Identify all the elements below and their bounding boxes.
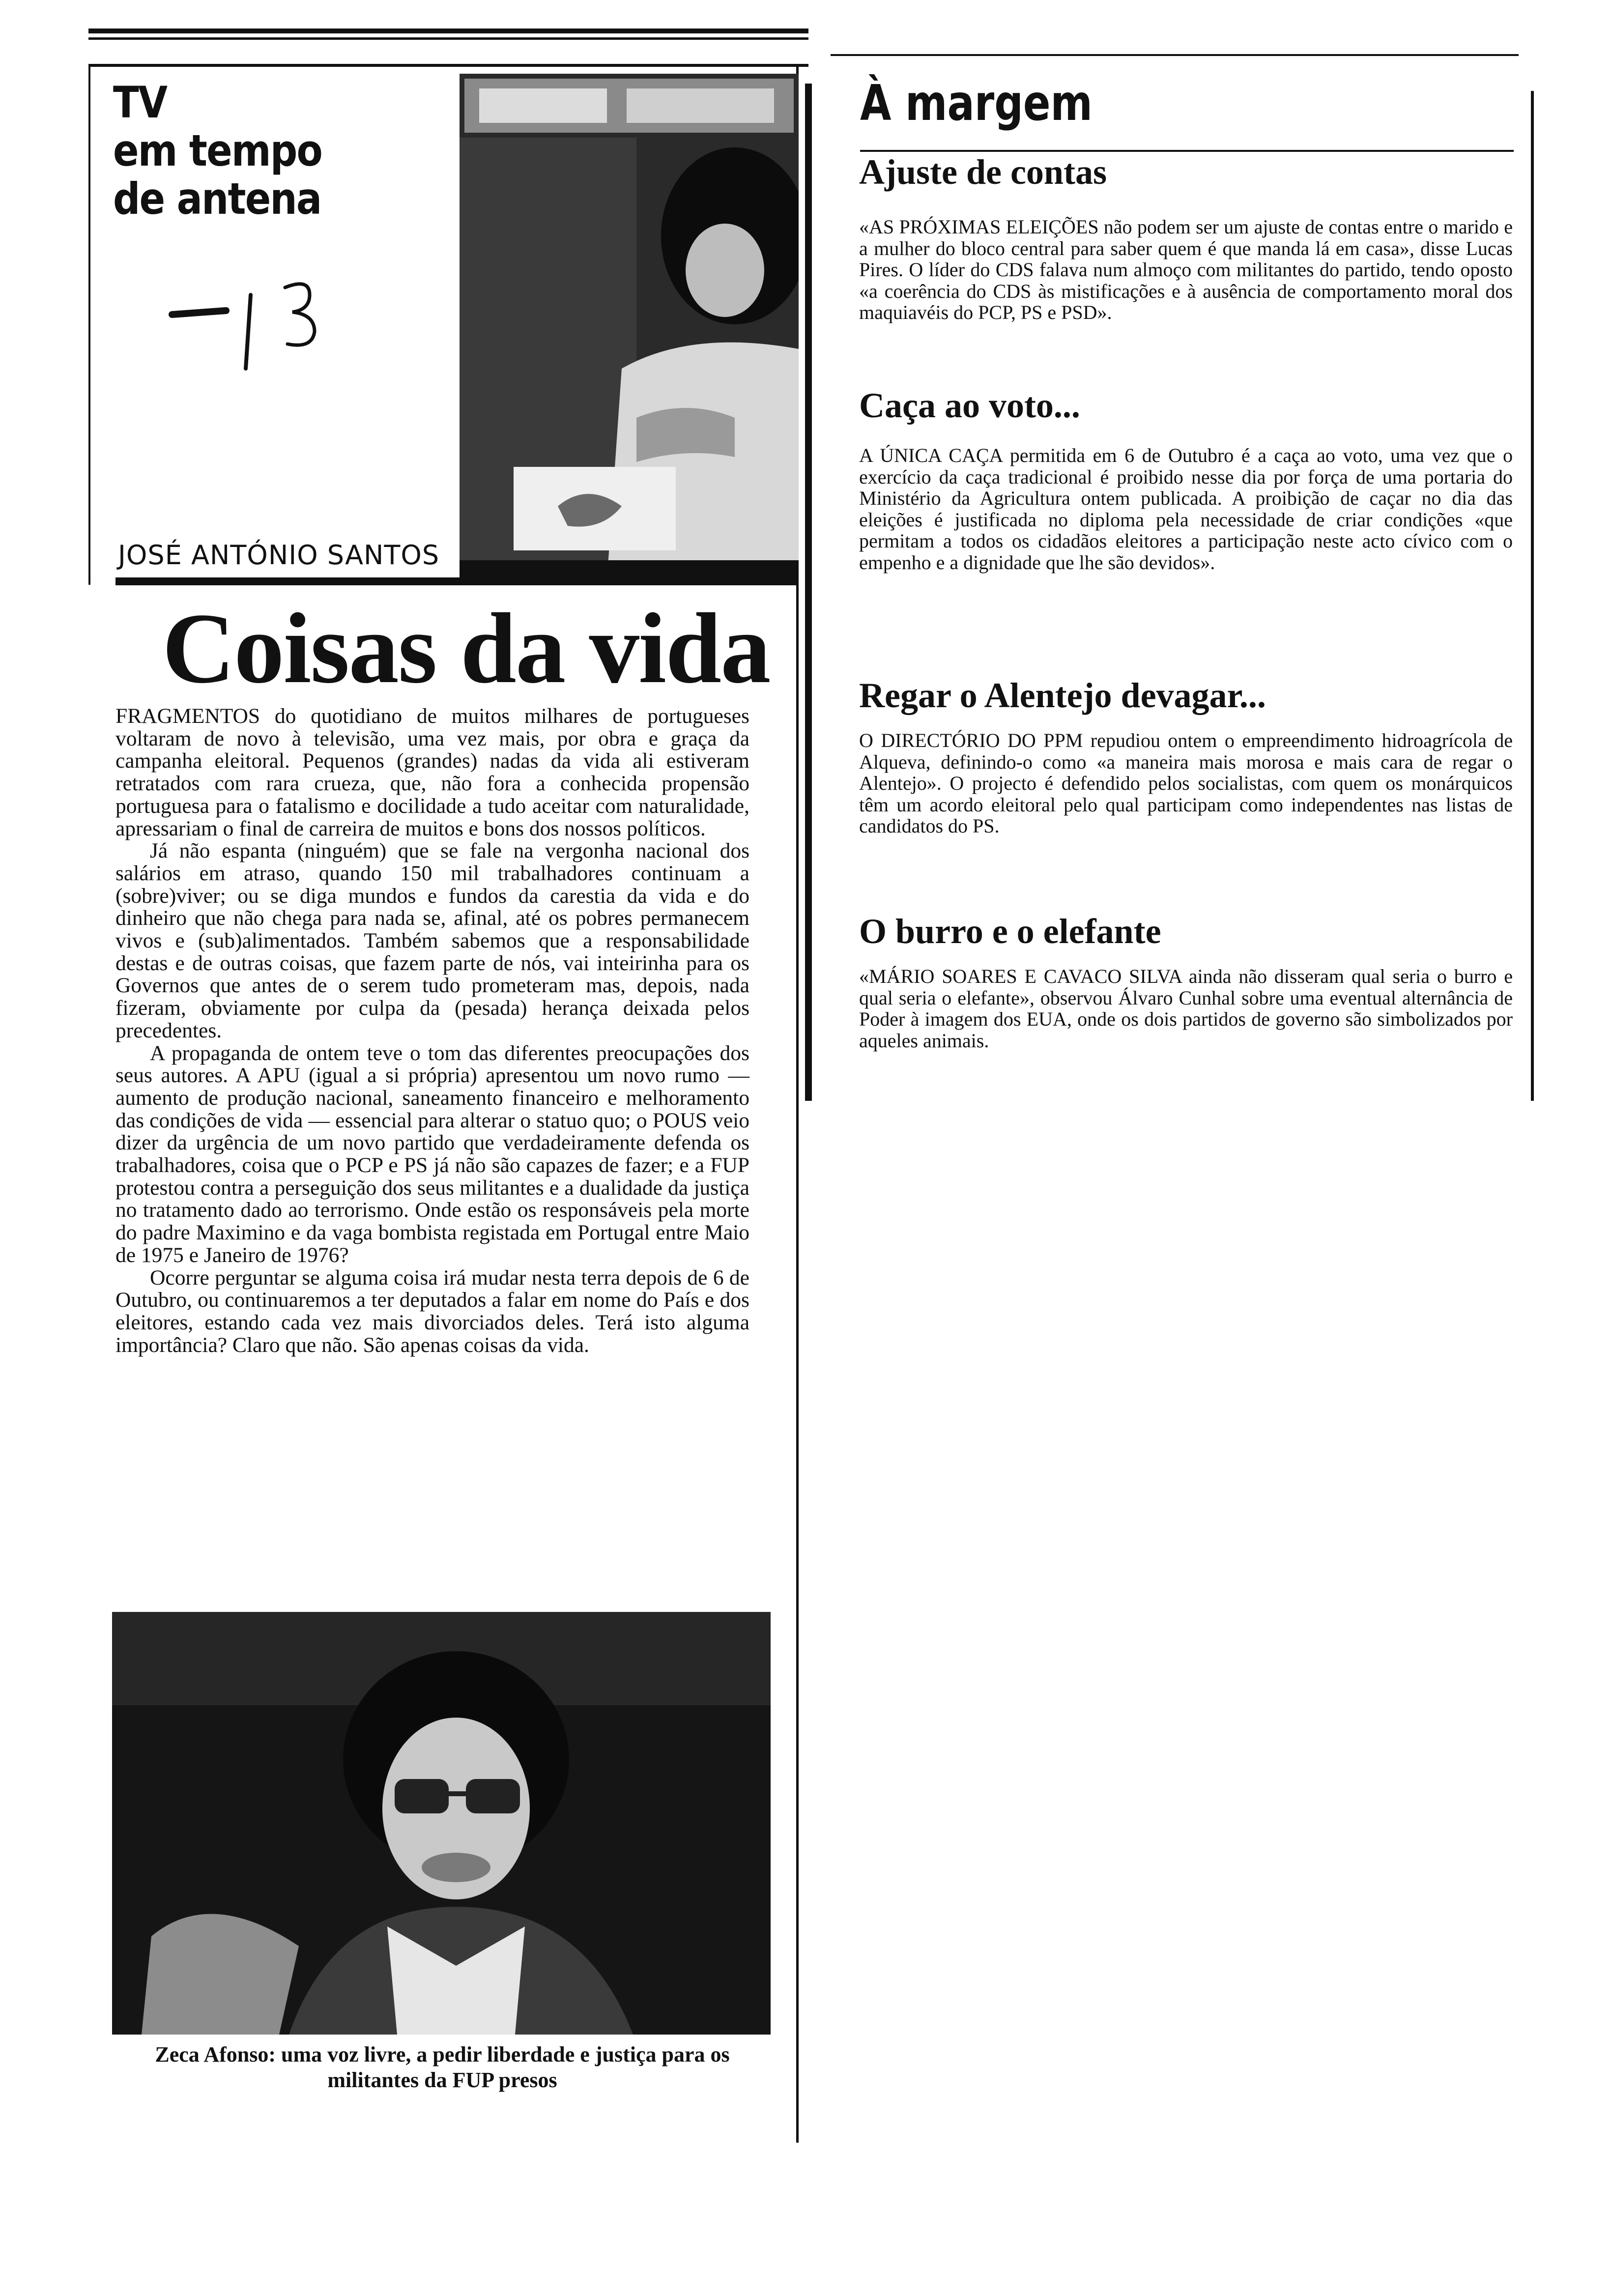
- margem-side-rule: [805, 84, 812, 1101]
- margem-right-rule: [1531, 91, 1534, 1101]
- tv-screen-photo: [460, 74, 799, 580]
- photo-caption: Zeca Afonso: uma voz livre, a pedir liberdade e justiça para os militantes da FUP presos: [155, 2042, 730, 2092]
- zeca-afonso-photo: [112, 1612, 771, 2035]
- left-column-top-rule: [88, 64, 808, 67]
- margem-item-heading: Caça ao voto...: [859, 386, 1080, 425]
- handwritten-annotation: [167, 275, 354, 373]
- photo-halftone: [460, 74, 799, 580]
- byline: JOSÉ ANTÓNIO SANTOS: [118, 540, 440, 571]
- margem-item-heading: Ajuste de contas: [859, 152, 1107, 192]
- article-paragraph: FRAGMENTOS do quotidiano de muitos milhares de portugueses voltaram de novo à televisão, uma vez mais, por obra e graça da campanha eleitoral. Pequenos (grandes) nadas da vida ali estiveram retratados com rara crueza, que, não fora a conhecida propensão portuguesa para o fatalismo e docilidade a tudo aceitar com naturalidade, apressariam o final de carreira de muitos e bons dos nossos políticos.: [115, 704, 749, 840]
- top-rule-thick: [88, 29, 808, 33]
- article-paragraph: Já não espanta (ninguém) que se fale na vergonha nacional dos salários em atraso, quando 150 mil trabalhadores continuam a (sobre)viver; ou se diga mundos e fundos da carestia da vida e do dinheiro que não chega para nada se, afinal, até os pobres permanecem vivos e (sub)alimentados. Também sabemos que a responsabilidade destas e de outras coisas, que fazem parte de nós, vai inteirinha para os Governos que antes de o serem tudo prometeram mas, depois, nada fizeram, obviamente por culpa da (pesada) herança deixada pelos precedentes.: [115, 839, 749, 1042]
- margem-item-text: A ÚNICA CAÇA permitida em 6 de Outubro é a caça ao voto, uma vez que o exercício da caça tradicional é proibido nesse dia por força de uma portaria do Ministério da Agricultura ontem publicada. A proibição de caçar no dia das eleições é justificada no diploma pela necessidade de criar condições «que permitam a todos os cidadãos eleitores a participação neste acto cívico com o empenho e a dignidade que lhe são devidos».: [859, 444, 1513, 574]
- photo-halftone: [112, 1612, 771, 2035]
- margem-item-heading: Regar o Alentejo devagar...: [859, 676, 1266, 715]
- article-paragraph: A propaganda de ontem teve o tom das diferentes preocupações dos seus autores. A APU (igual a si própria) apresentou um novo rumo — aumento de produção nacional, saneamento financeiro e melhoramento das condições de vida — essencial para alterar o statuo quo; o POUS veio dizer da urgência de um novo partido que verdadeiramente defenda os trabalhadores, coisa que o PCP e PS já não são capazes de fazer; e a FUP protestou contra a perseguição dos seus militantes e a dualidade da justiça no tratamento dado ao terrorismo. Onde estão os responsáveis pela morte do padre Maximino e da vaga bombista registada em Portugal entre Maio de 1975 e Janeiro de 1976?: [115, 1041, 749, 1267]
- kicker-line-1: TV: [113, 77, 167, 128]
- article-paragraph: Ocorre perguntar se alguma coisa irá mudar nesta terra depois de 6 de Outubro, ou continuaremos a ter deputados a falar em nome do País e dos eleitores, estando cada vez mais divorciados deles. Terá isto alguma importância? Claro que não. São apenas coisas da vida.: [115, 1265, 749, 1357]
- article-headline: Coisas da vida: [162, 593, 770, 704]
- margem-item-text: «AS PRÓXIMAS ELEIÇÕES não podem ser um ajuste de contas entre o marido e a mulher do bloco central para saber quem é que manda lá em casa», disse Lucas Pires. O líder do CDS falava num almoço com militantes do partido, tendo oposto «a coerência do CDS às mistificações e à ausência de comportamento moral dos maquiavéis do PCP, PS e PSD».: [859, 216, 1513, 323]
- left-column-frame-rule: [88, 64, 90, 585]
- margem-item-text: O DIRECTÓRIO DO PPM repudiou ontem o empreendimento hidroagrícola de Alqueva, definindo-o como «a maneira mais morosa e mais cara de regar o Alentejo». O projecto é defendido pelos socialistas, com quem os monárquicos têm um acordo eleitoral pelo qual participam como independentes nas listas de candidatos do PS.: [859, 729, 1513, 837]
- top-rule-thin: [88, 37, 808, 40]
- right-top-rule: [831, 54, 1519, 56]
- margem-title: À margem: [860, 74, 1093, 132]
- byline-rule: [115, 577, 799, 585]
- column-kicker: [113, 79, 355, 223]
- margem-item-heading: O burro e o elefante: [859, 912, 1161, 951]
- margem-item-text: «MÁRIO SOARES E CAVACO SILVA ainda não disseram qual seria o burro e qual seria o elefante», observou Álvaro Cunhal sobre uma eventual alternância de Poder à imagem dos EUA, onde os dois partidos de governo são simbolizados por aqueles animais.: [859, 965, 1513, 1052]
- article-body: [115, 705, 749, 1356]
- margem-title-rule: [860, 150, 1514, 152]
- kicker-line-2: em tempo: [113, 125, 322, 176]
- kicker-line-3: de antena: [113, 173, 321, 224]
